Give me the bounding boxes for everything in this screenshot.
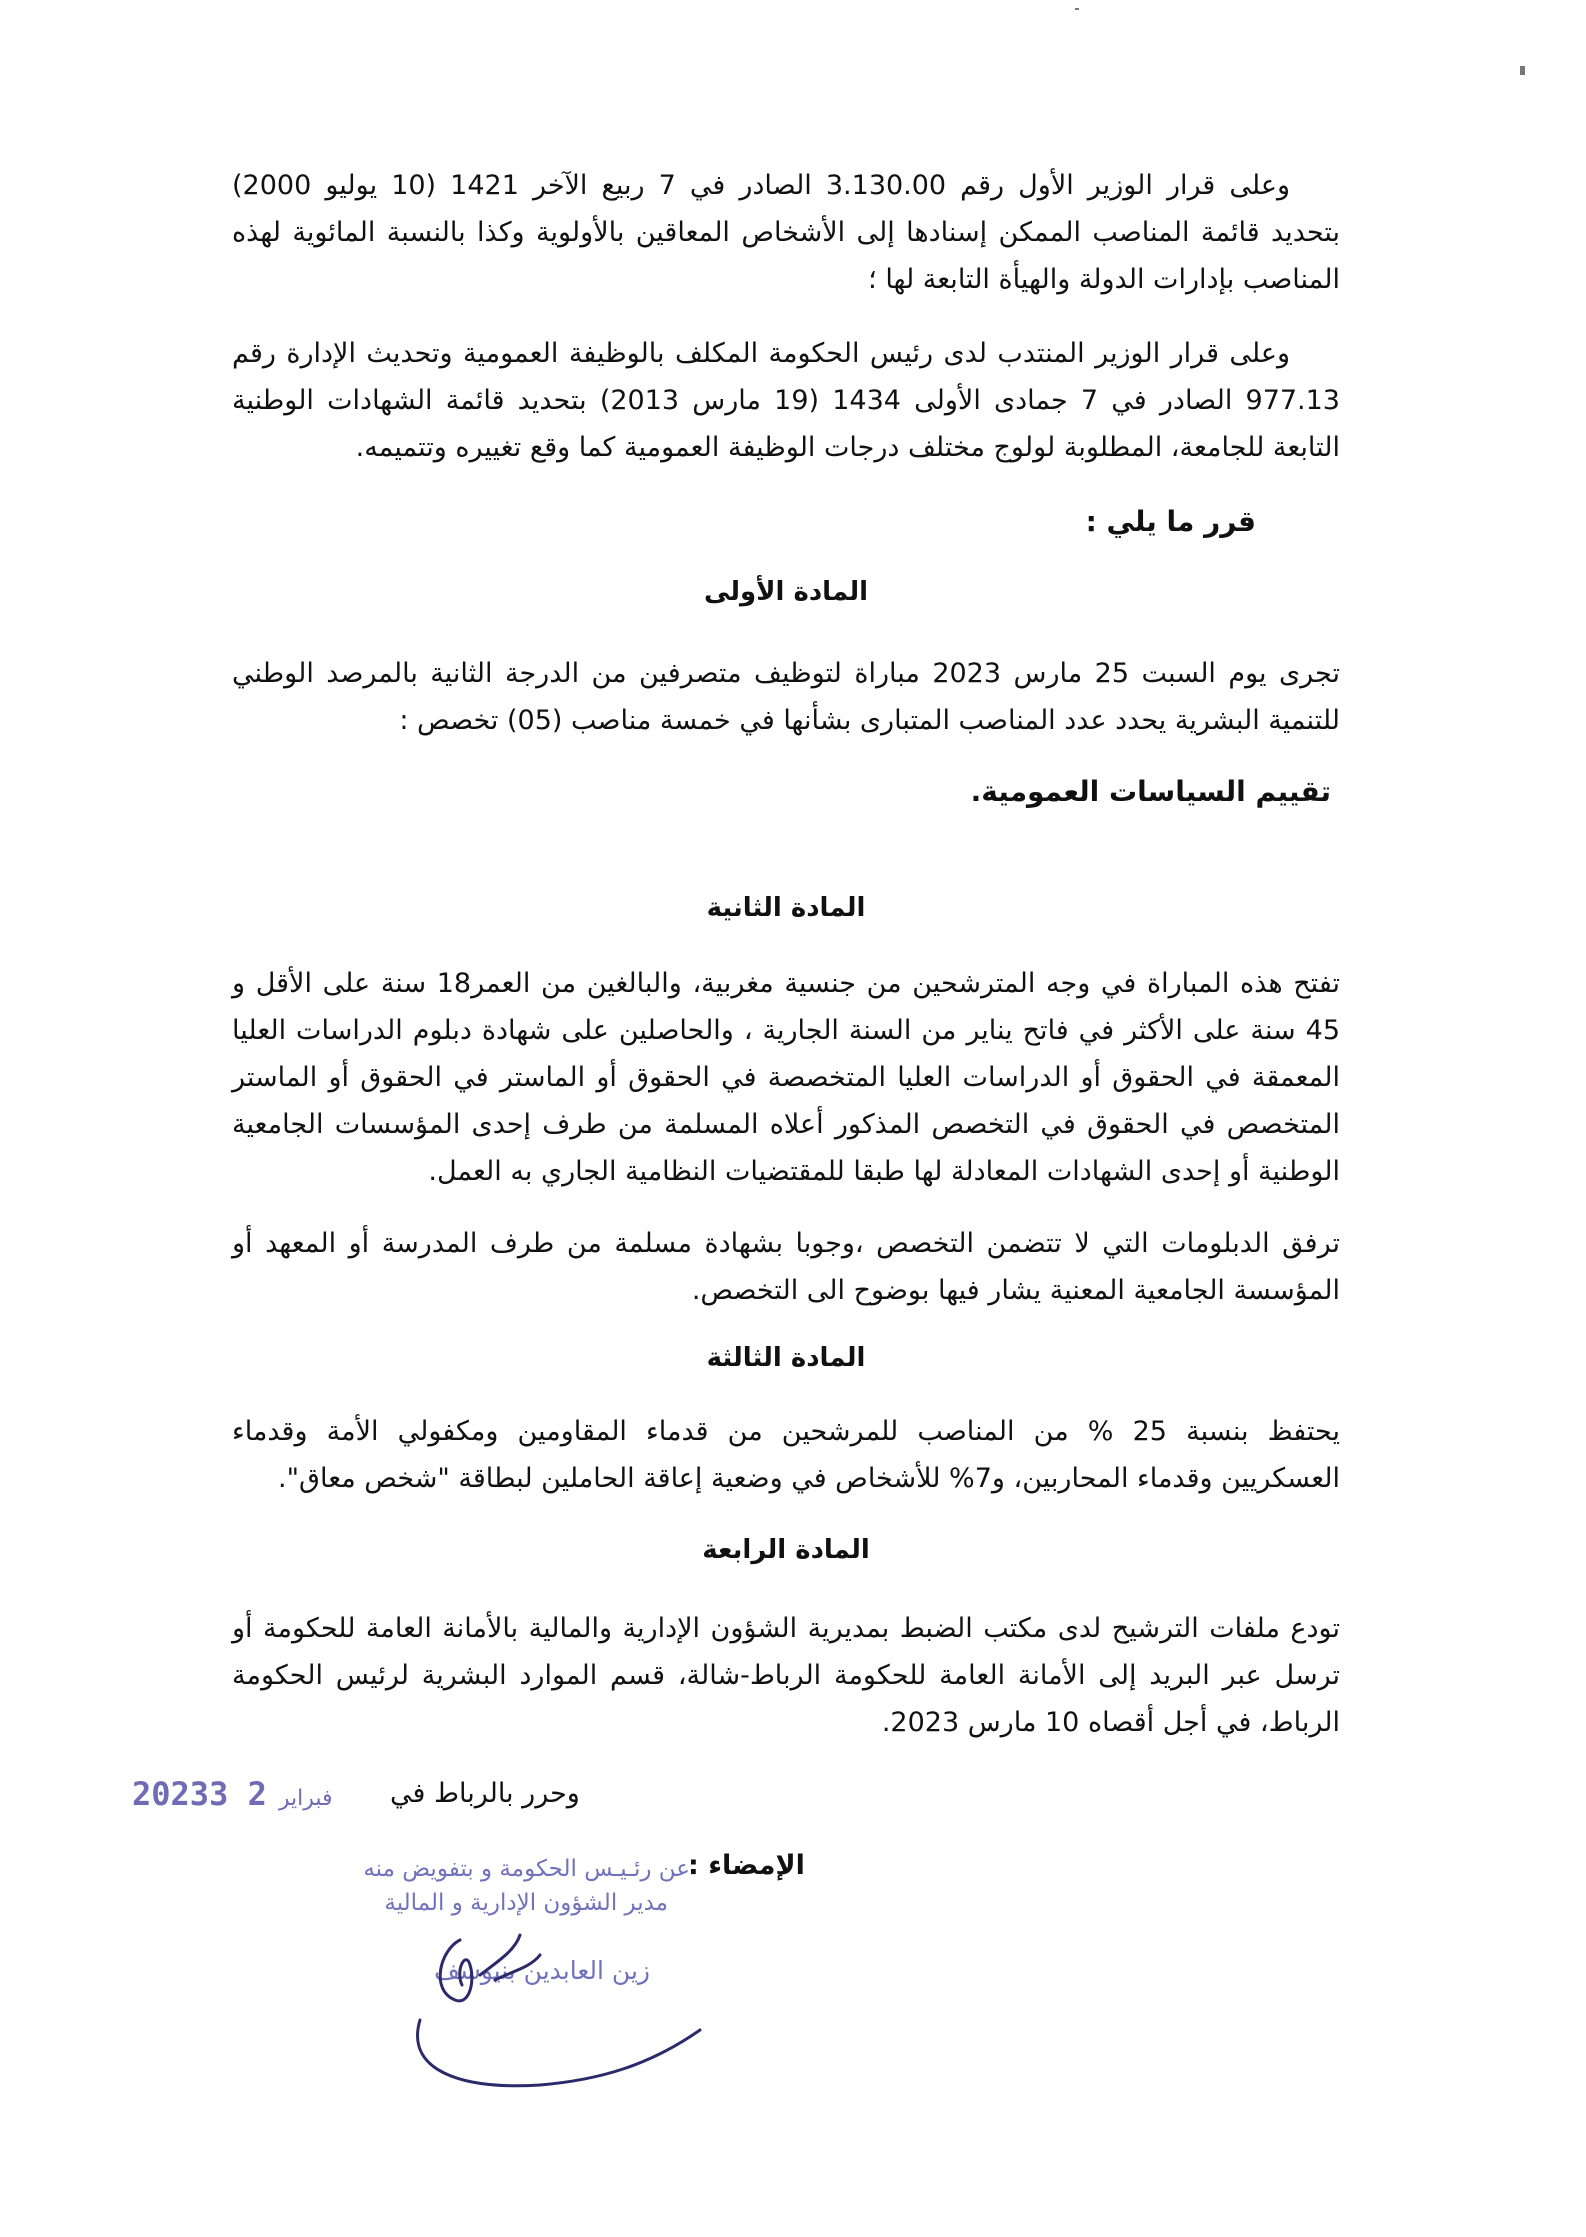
scan-mark — [1075, 8, 1079, 10]
date-stamp-month: فبراير — [278, 1786, 333, 1811]
stamp-line-1: عن رئـيـس الحكومة و بتفويض منه — [363, 1856, 690, 1882]
paragraph-decree-1: وعلى قرار الوزير الأول رقم 3.130.00 الصادر في 7 ربيع الآخر 1421 (10 يوليو 2000) بتحديد قائمة المناصب الممكن إسنادها إلى الأشخاص المعاقين بالأولوية وكذا بالنسبة المائوية لهذه المناصب بإدارات الدولة والهيأة التابعة لها ؛ — [232, 170, 1340, 295]
stamp-line-2: مدير الشؤون الإدارية و المالية — [384, 1890, 668, 1916]
date-stamp — [132, 1775, 345, 1813]
article-3-title: المادة الثالثة — [706, 1343, 866, 1373]
written-at: وحرر بالرباط في — [390, 1778, 580, 1809]
scan-mark — [1520, 66, 1525, 75]
date-stamp-day: 2 3 — [209, 1775, 267, 1813]
article-1-text: تجرى يوم السبت 25 مارس 2023 مباراة لتوظيف متصرفين من الدرجة الثانية بالمرصد الوطني للتنمية البشرية يحدد عدد المناصب المتبارى بشأنها في خمسة مناصب (05) تخصص : — [232, 658, 1340, 736]
decision-heading: قرر ما يلي : — [1085, 505, 1256, 538]
stamp-line-3: زين العابدين بنيوسف — [433, 1956, 650, 1985]
article-3-text: يحتفظ بنسبة 25 % من المناصب للمرشحين من قدماء المقاومين ومكفولي الأمة وقدماء العسكريين وقدماء المحاربين، و7% للأشخاص في وضعية إعاقة الحاملين لبطاقة "شخص معاق". — [232, 1416, 1340, 1494]
article-1-title: المادة الأولى — [703, 577, 869, 607]
article-4-text: تودع ملفات الترشيح لدى مكتب الضبط بمديرية الشؤون الإدارية والمالية بالأمانة العامة للحكومة أو ترسل عبر البريد إلى الأمانة العامة للحكومة الرباط-شالة، قسم الموارد البشرية لرئيس الحكومة الرباط، في أجل أقصاه 10 مارس 2023. — [232, 1613, 1340, 1738]
paragraph-decree-2: وعلى قرار الوزير المنتدب لدى رئيس الحكومة المكلف بالوظيفة العمومية وتحديث الإدارة رقم 977.13 الصادر في 7 جمادى الأولى 1434 (19 مارس 2013) بتحديد قائمة الشهادات الوطنية التابعة للجامعة، المطلوبة لولوج مختلف درجات الوظيفة العمومية كما وقع تغييره وتتميمه. — [232, 338, 1340, 463]
signature-label: الإمضاء : — [688, 1850, 805, 1881]
article-2-text: تفتح هذه المباراة في وجه المترشحين من جنسية مغربية، والبالغين من العمر18 سنة على الأقل و 45 سنة على الأكثر في فاتح يناير من السنة الجارية ، والحاصلين على شهادة دبلوم الدراسات العليا المعمقة في الحقوق أو الدراسات العليا المتخصصة في الحقوق أو الماستر في الحقوق أو الماستر المتخصص في الحقوق في التخصص المذكور أعلاه المسلمة من طرف إحدى المؤسسات الجامعية الوطنية أو إحدى الشهادات المعادلة لها طبقا للمقتضيات النظامية الجاري به العمل. — [232, 968, 1340, 1187]
handwritten-signature — [400, 1880, 720, 2110]
date-stamp-year: 2023 — [132, 1775, 210, 1813]
article-1-specialty: تقييم السياسات العمومية. — [970, 775, 1331, 808]
article-4-title: المادة الرابعة — [702, 1535, 870, 1565]
article-2-title: المادة الثانية — [706, 893, 866, 923]
article-2-note: ترفق الدبلومات التي لا تتضمن التخصص ،وجوبا بشهادة مسلمة من طرف المدرسة أو المعهد أو المؤسسة الجامعية المعنية يشار فيها بوضوح الى التخصص. — [232, 1228, 1340, 1306]
